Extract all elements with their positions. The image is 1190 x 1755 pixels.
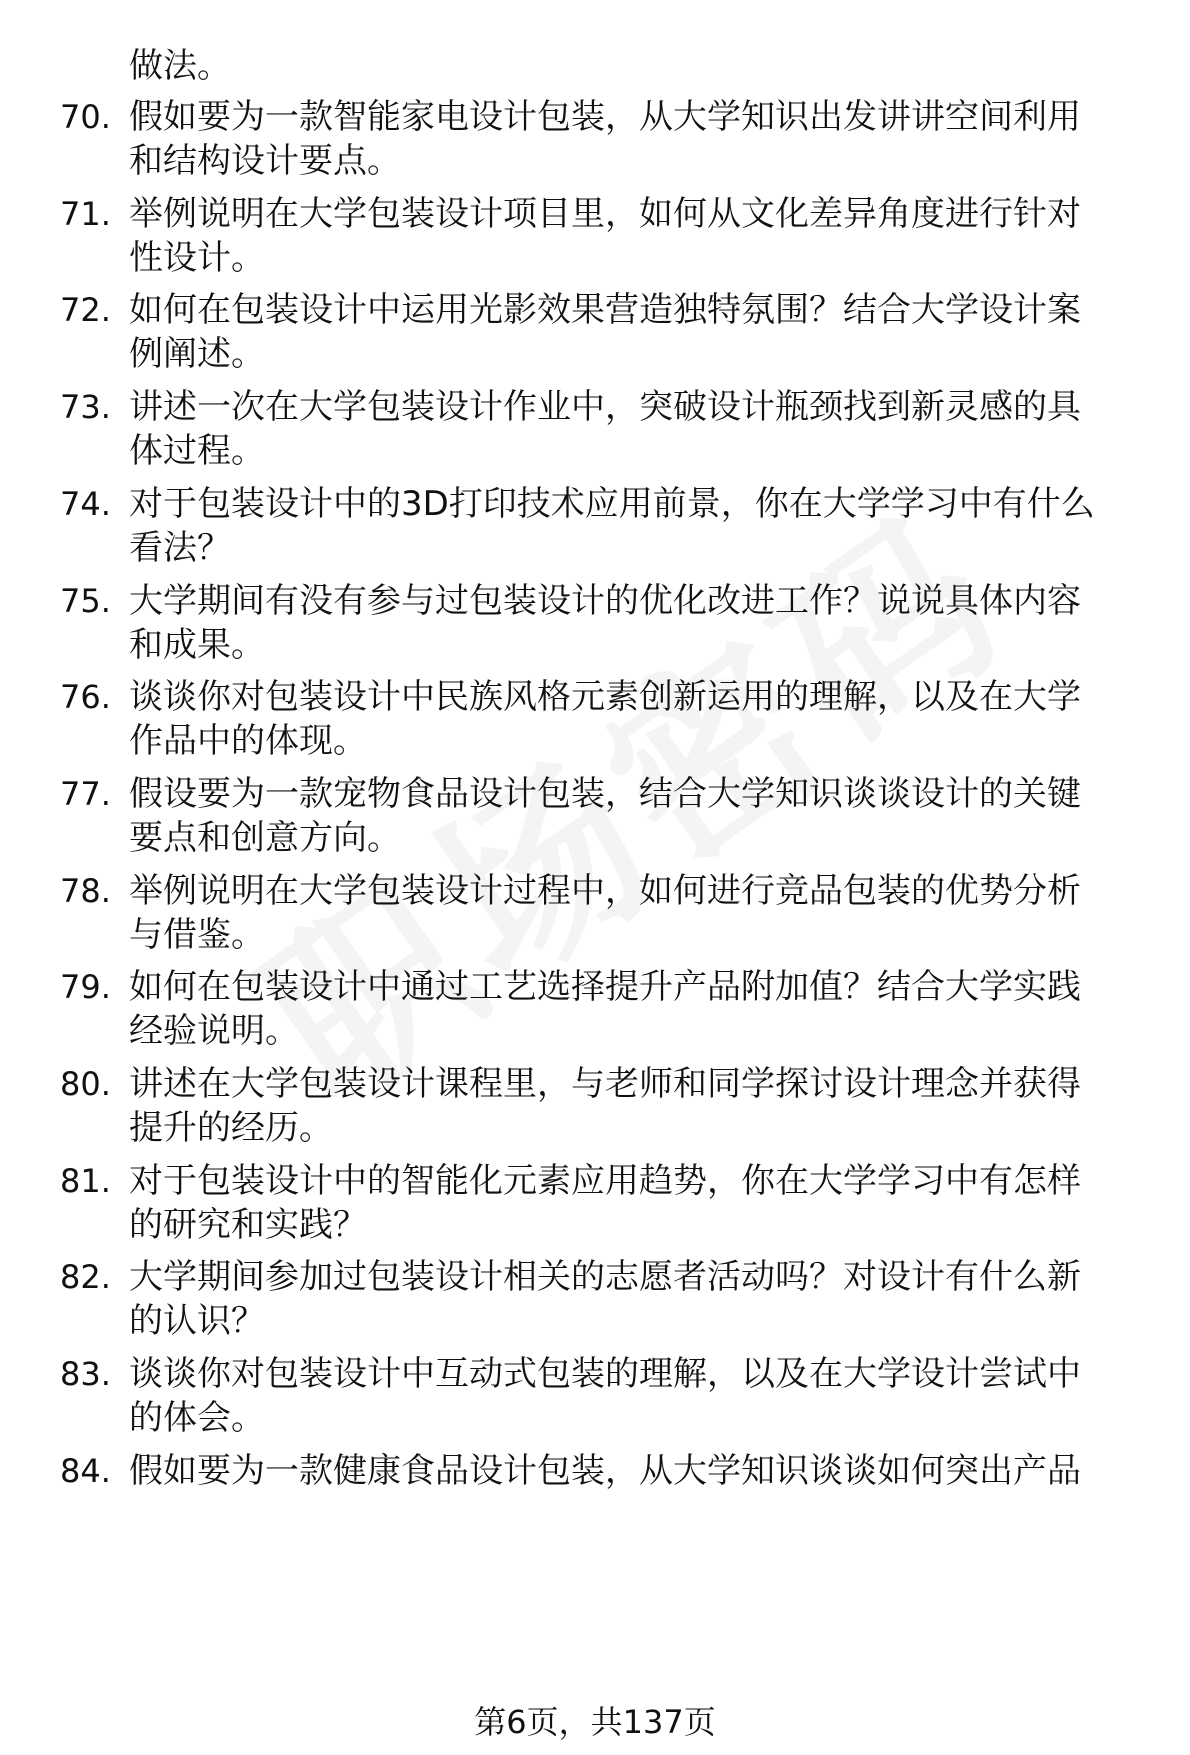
item-text: 讲述在大学包装设计课程里，与老师和同学探讨设计理念并获得 提升的经历。 <box>129 1064 1081 1148</box>
item-number: 73. <box>60 388 111 427</box>
item-text: 谈谈你对包装设计中互动式包装的理解，以及在大学设计尝试中 的体会。 <box>129 1354 1081 1439</box>
list-item <box>60 675 1140 765</box>
item-text: 假如要为一款智能家电设计包装，从大学知识出发讲讲空间利用 和结构设计要点。 <box>129 97 1081 181</box>
item-text: 大学期间有没有参与过包装设计的优化改进工作？说说具体内容 和成果。 <box>129 580 1081 665</box>
list-item <box>60 869 1140 959</box>
item-text: 大学期间参加过包装设计相关的志愿者活动吗？对设计有什么新 的认识？ <box>129 1257 1081 1342</box>
item-number: 80. <box>60 1065 111 1103</box>
continuation-text: 做法。 <box>129 46 231 86</box>
item-text: 如何在包装设计中运用光影效果营造独特氛围？结合大学设计案 例阐述。 <box>129 290 1081 375</box>
item-number: 70. <box>60 98 111 136</box>
list-item <box>60 95 1140 185</box>
list-item <box>60 192 1140 282</box>
item-text: 假设要为一款宠物食品设计包装，结合大学知识谈谈设计的关键 要点和创意方向。 <box>129 773 1081 858</box>
item-number: 75. <box>60 581 111 620</box>
list-item <box>60 965 1140 1055</box>
item-number: 79. <box>60 968 111 1007</box>
item-text: 假如要为一款健康食品设计包装，从大学知识谈谈如何突出产品 <box>129 1450 1081 1491</box>
item-number: 72. <box>60 291 111 330</box>
item-number: 77. <box>60 774 111 813</box>
item-number: 74. <box>60 484 111 523</box>
item-text: 举例说明在大学包装设计过程中，如何进行竞品包装的优势分析 与借鉴。 <box>129 870 1081 955</box>
item-number: 82. <box>60 1258 111 1297</box>
item-text: 对于包装设计中的智能化元素应用趋势，你在大学学习中有怎样 的研究和实践？ <box>129 1160 1081 1245</box>
list-item <box>60 1062 1140 1152</box>
item-text: 举例说明在大学包装设计项目里，如何从文化差异角度进行针对 性设计。 <box>129 193 1081 278</box>
list-item <box>60 1159 1140 1249</box>
item-text: 对于包装设计中的3D打印技术应用前景，你在大学学习中有什么 看法？ <box>129 483 1095 568</box>
list-item <box>60 385 1140 475</box>
item-number: 81. <box>60 1161 111 1200</box>
list-item <box>60 288 1140 378</box>
list-item <box>60 1449 1140 1539</box>
item-number: 76. <box>60 678 111 717</box>
item-number: 83. <box>60 1355 111 1394</box>
list-item <box>60 579 1140 669</box>
page-footer: 第6页，共137页 <box>474 1703 716 1741</box>
item-text: 谈谈你对包装设计中民族风格元素创新运用的理解，以及在大学 作品中的体现。 <box>129 677 1081 762</box>
list-item <box>60 1255 1140 1345</box>
item-text: 如何在包装设计中通过工艺选择提升产品附加值？结合大学实践 经验说明。 <box>129 967 1081 1052</box>
item-number: 78. <box>60 871 111 910</box>
item-number: 84. <box>60 1451 111 1490</box>
item-number: 71. <box>60 194 111 233</box>
item-text: 讲述一次在大学包装设计作业中，突破设计瓶颈找到新灵感的具 体过程。 <box>129 387 1081 472</box>
list-item <box>60 1352 1140 1442</box>
list-item <box>60 772 1140 862</box>
list-item <box>60 482 1140 572</box>
